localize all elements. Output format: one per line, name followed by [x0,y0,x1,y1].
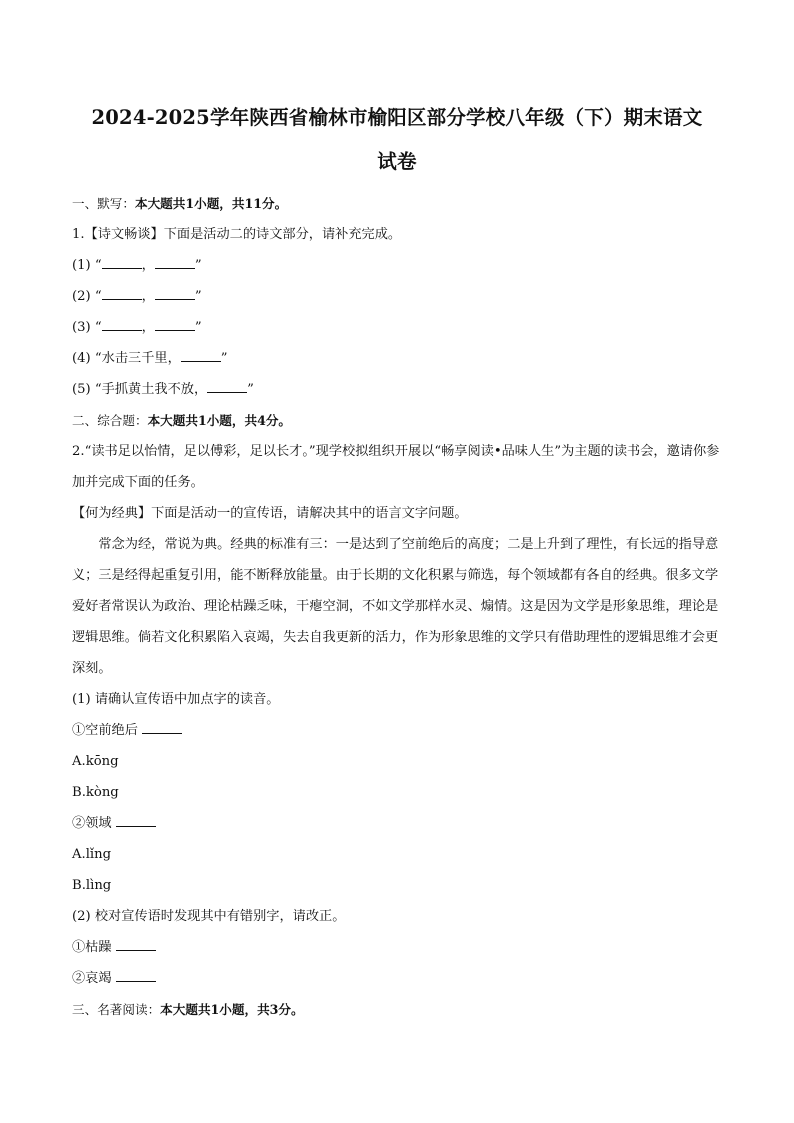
item-comma: ， [141,289,155,304]
item-prompt: “手抓黄土我不放， [94,382,208,397]
section-1-label: 一、默写： [72,196,135,211]
question-1-item-5 [72,374,722,405]
question-1-item-4 [72,343,722,374]
answer-blank[interactable] [102,318,142,331]
item-number: (4) [72,351,91,366]
sub-1-item-a [72,715,722,746]
question-2-task: 【何为经典】下面是活动一的宣传语，请解决其中的语言文字问题。 [72,506,468,521]
item-prompt: ②哀竭 [72,971,112,986]
item-open-quote: “ [94,258,102,273]
answer-blank[interactable] [155,256,195,269]
question-1-item-3 [72,312,722,343]
question-1-item-1 [72,250,722,281]
section-1-heading [72,188,722,219]
item-number: (1) [72,258,91,273]
item-close-quote: ” [194,320,202,335]
answer-blank[interactable] [181,349,221,362]
sub-1-item-b [72,808,722,839]
option-a[interactable]: A.lǐng [72,847,112,862]
sub-2-item-b [72,963,722,994]
option-b[interactable]: B.lìng [72,878,112,893]
question-2-stem: 2.“读书足以怡情，足以傅彩，足以长才。”现学校拟组织开展以“畅享阅读•品味人生”为主题的读书会，邀请你参加并完成下面的任务。 [72,444,720,490]
item-open-quote: “ [94,289,102,304]
title-line-2: 试卷 [377,150,417,173]
section-2-heading [72,405,722,436]
answer-blank[interactable] [102,287,142,300]
option-b[interactable]: B.kòng [72,785,119,800]
answer-blank[interactable] [142,721,182,734]
option-a[interactable]: A.kōng [72,754,119,769]
question-1-item-2 [72,281,722,312]
item-prompt: ①空前绝后 [72,723,138,738]
section-3-label: 三、名著阅读： [72,1002,161,1017]
answer-blank[interactable] [155,287,195,300]
item-prompt: ②领域 [72,816,112,831]
item-number: (5) [72,382,91,397]
answer-blank[interactable] [102,256,142,269]
document-title [72,96,722,184]
section-3-desc: 本大题共1小题，共3分。 [160,1002,304,1017]
item-number: (3) [72,320,91,335]
item-close-quote: ” [194,289,202,304]
section-3-heading [72,994,722,1025]
item-prompt: “水击三千里， [94,351,181,366]
sub-2-item-a [72,932,722,963]
section-2-desc: 本大题共1小题，共4分。 [147,413,292,428]
item-close-quote: ” [220,351,228,366]
item-open-quote: “ [94,320,102,335]
item-number: (2) [72,289,91,304]
question-1-stem: 1.【诗文畅谈】下面是活动二的诗文部分，请补充完成。 [72,227,402,242]
item-comma: ， [141,258,155,273]
title-line-1: 2024-2025学年陕西省榆林市榆阳区部分学校八年级（下）期末语文 [91,106,703,129]
item-comma: ， [141,320,155,335]
section-2-label: 二、综合题： [72,413,148,428]
answer-blank[interactable] [155,318,195,331]
item-prompt: ①枯躁 [72,940,112,955]
answer-blank[interactable] [116,969,156,982]
question-2-sub-1: (1) 请确认宣传语中加点字的读音。 [72,692,280,707]
answer-blank[interactable] [207,380,247,393]
answer-blank[interactable] [116,814,156,827]
answer-blank[interactable] [116,938,156,951]
item-close-quote: ” [194,258,202,273]
section-1-desc: 本大题共1小题，共11分。 [134,196,288,211]
question-2-sub-2: (2) 校对宣传语时发现其中有错别字，请改正。 [72,909,346,924]
question-2-passage: 常念为经，常说为典。经典的标准有三：一是达到了空前绝后的高度；二是上升到了理性，有长远的指导意义；三是经得起重复引用，能不断释放能量。由于长期的文化积累与筛选，每个领域都有各自的经典。很多文学爱好者常误认为政治、理论枯躁乏味，干瘪空洞，不如文学那样水灵、煽情。这是因为文学是形象思维，理论是逻辑思维。倘若文化积累陷入哀竭，失去自我更新的活力，作为形象思维的文学只有借助理性的逻辑思维才会更深刻。 [72,537,719,676]
item-close-quote: ” [247,382,254,397]
